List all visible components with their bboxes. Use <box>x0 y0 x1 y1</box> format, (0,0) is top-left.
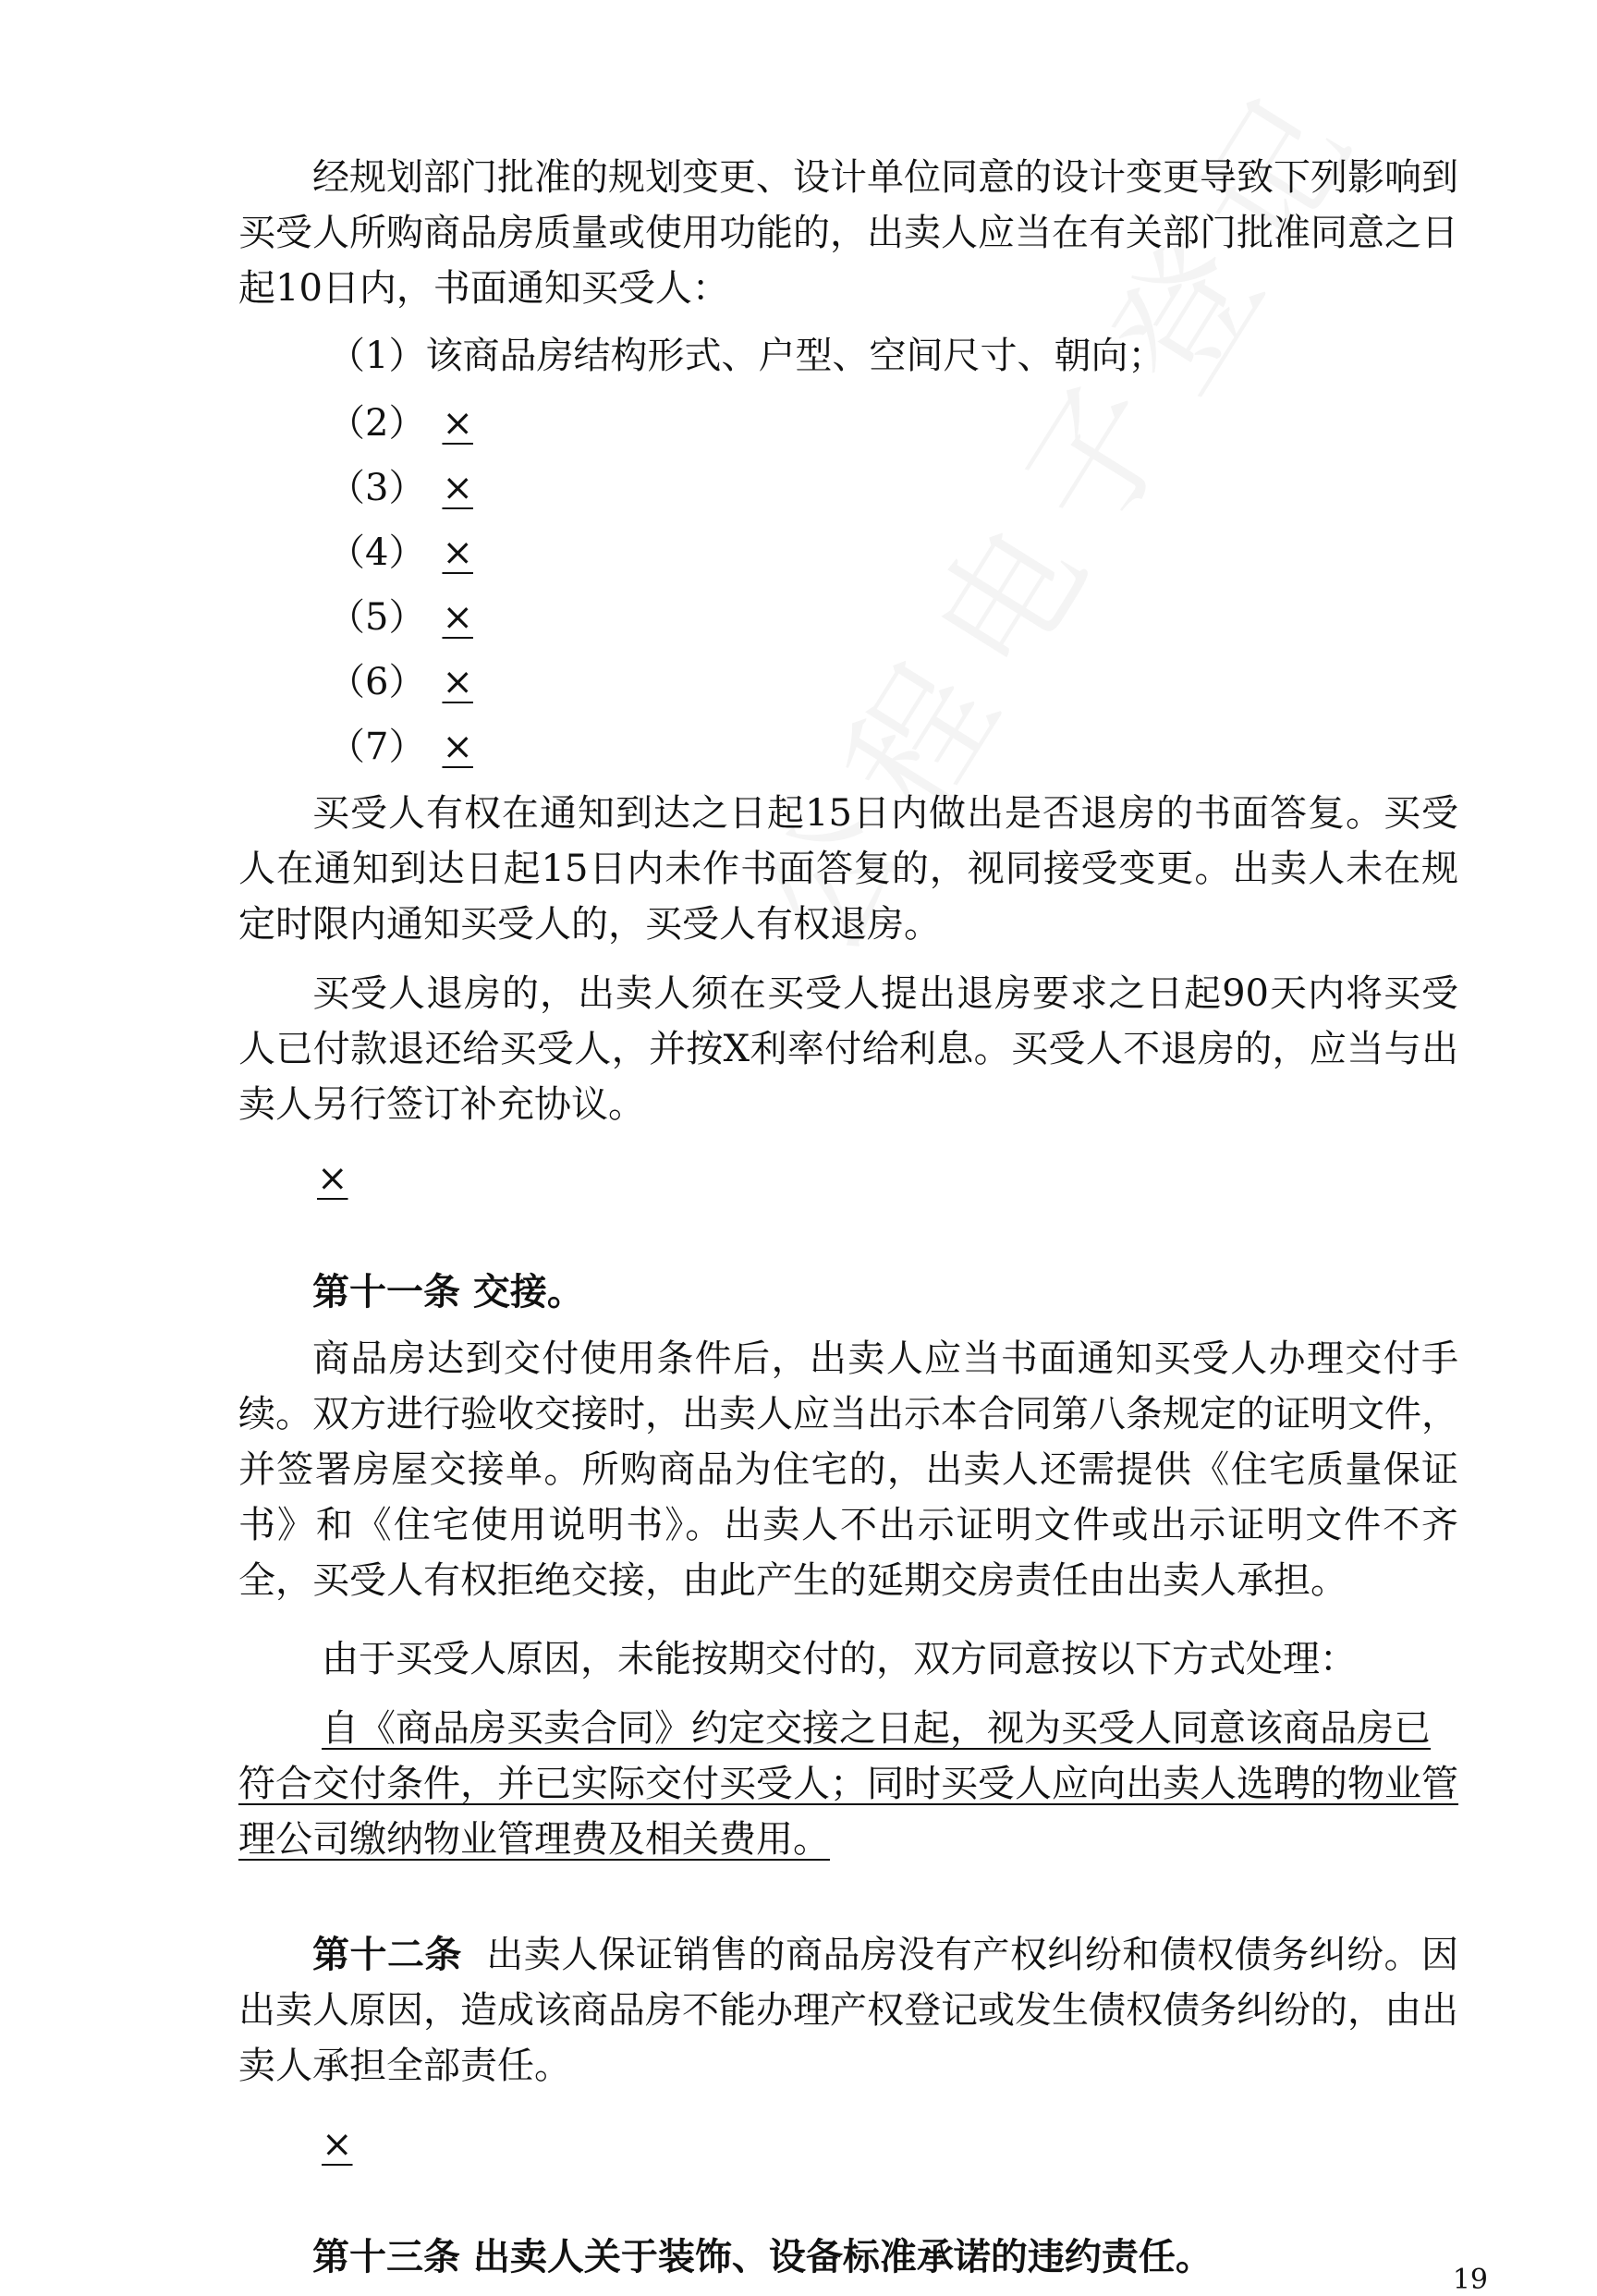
list-item-5 <box>328 590 473 645</box>
article-11-heading: 第十一条 交接。 <box>312 1270 584 1313</box>
article-12-paragraph <box>238 1927 1458 2094</box>
article-12-heading: 第十二条 <box>312 1933 462 1976</box>
list-item-label: （6） <box>328 661 426 703</box>
article-12-text: 出卖人保证销售的商品房没有产权纠纷和债权债务纠纷。因出卖人原因，造成该商品房不能办理产权登记或发生债权债务纠纷的，由出卖人承担全部责任。 <box>238 1934 1459 2087</box>
list-item-1 <box>328 328 1164 384</box>
reply-paragraph: 买受人有权在通知到达之日起15日内做出是否退房的书面答复。买受人在通知到达日起15日内未作书面答复的，视同接受变更。出卖人未在规定时限内通知买受人的，买受人有权退房。 <box>238 792 1458 946</box>
article-13-heading: 第十三条 出卖人关于装饰、设备标准承诺的违约责任。 <box>312 2235 1213 2278</box>
list-item-label: （4） <box>328 531 426 574</box>
list-item-2 <box>328 396 473 451</box>
list-item-label: （2） <box>328 402 426 445</box>
list-item-label: （1） <box>328 335 426 377</box>
refund-paragraph: 买受人退房的，出卖人须在买受人提出退房要求之日起90天内将买受人已付款退还给买受人，并按X利率付给利息。买受人不退房的，应当与出卖人另行签订补充协议。 <box>238 972 1458 1126</box>
cross-mark: × <box>442 726 473 768</box>
delay-intro: 由于买受人原因，未能按期交付的，双方同意按以下方式处理： <box>322 1638 1357 1680</box>
list-item-label: （3） <box>328 467 426 509</box>
intro-paragraph: 经规划部门批准的规划变更、设计单位同意的设计变更导致下列影响到买受人所购商品房质量或使用功能的，出卖人应当在有关部门批准同意之日起10日内，书面通知买受人： <box>238 156 1458 310</box>
article-11-paragraph: 商品房达到交付使用条件后，出卖人应当书面通知买受人办理交付手续。双方进行验收交接时，出卖人应当出示本合同第八条规定的证明文件，并签署房屋交接单。所购商品为住宅的，出卖人还需提供《住宅质量保证书》和《住宅使用说明书》。出卖人不出示证明文件或出示证明文件不齐全，买受人有权拒绝交接，由此产生的延期交房责任由出卖人承担。 <box>238 1337 1458 1602</box>
page-number: 19 <box>1452 2264 1488 2296</box>
cross-mark: × <box>442 596 473 639</box>
cross-mark: × <box>442 467 473 509</box>
list-item-label: （7） <box>328 726 426 768</box>
cross-mark: × <box>442 402 473 445</box>
list-item-6 <box>328 654 473 710</box>
list-item-3 <box>328 460 473 516</box>
cross-mark: × <box>317 1157 348 1200</box>
delay-terms-text: 自《商品房买卖合同》约定交接之日起，视为买受人同意该商品房已符合交付条件，并已实际交付买受人；同时买受人应向出卖人选聘的物业管理公司缴纳物业管理费及相关费用。 <box>238 1707 1458 1861</box>
delay-terms <box>238 1701 1458 1867</box>
list-item-7 <box>328 719 473 775</box>
cross-mark: × <box>322 2123 353 2166</box>
cross-mark: × <box>442 531 473 574</box>
list-item-label: （5） <box>328 596 426 639</box>
list-item-text: 该商品房结构形式、户型、空间尺寸、朝向； <box>425 335 1165 377</box>
list-item-4 <box>328 525 473 580</box>
cross-mark: × <box>442 661 473 703</box>
